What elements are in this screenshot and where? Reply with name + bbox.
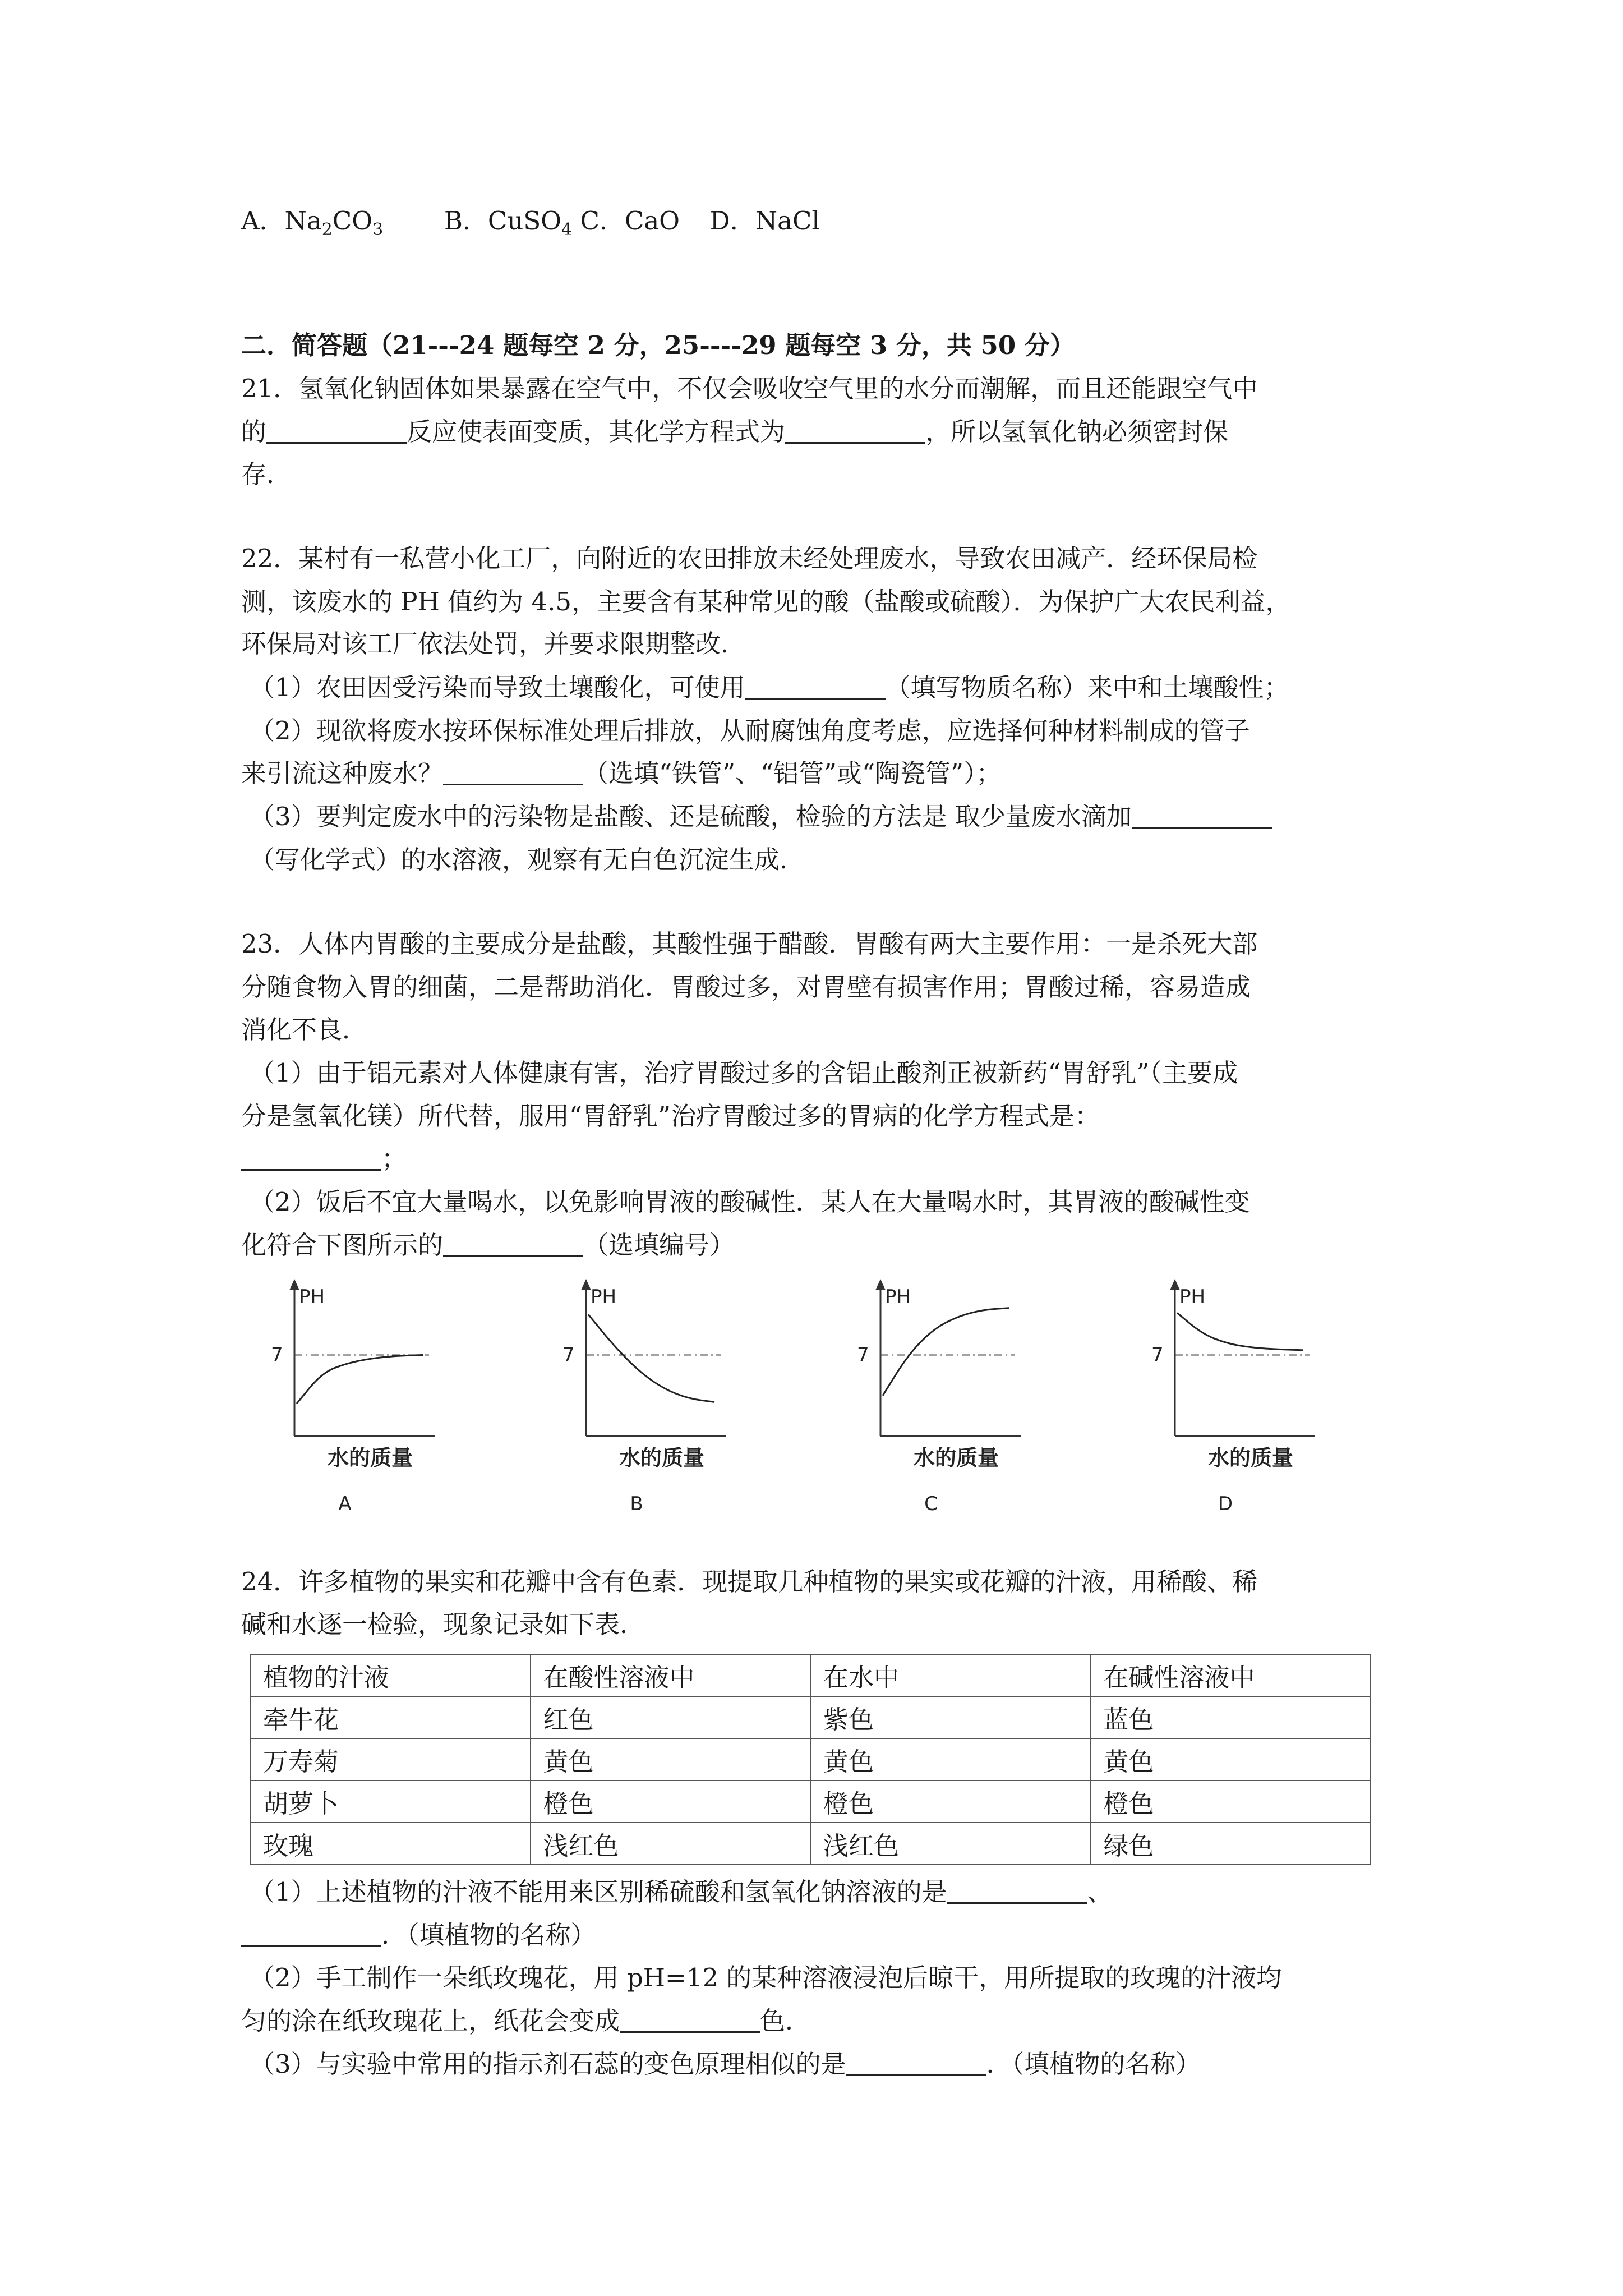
series-line: [883, 1308, 1009, 1396]
q21-line-2: 的 反应使表面变质，其化学方程式为 ，所以氢氧化钠必须密封保: [241, 417, 1229, 447]
q23-part-1-line-1: （1）由于铝元素对人体健康有害，治疗胃酸过多的含铝止酸剂正被新药“胃舒乳”（主要成: [250, 1058, 1238, 1088]
q22-part-3-line-1: （3）要判定废水中的污染物是盐酸、还是硫酸，检验的方法是 取少量废水滴加: [250, 801, 1272, 832]
table-row: [250, 1738, 1371, 1780]
q23-part-2-line-2: 化符合下图所示的 （选填编号）: [241, 1230, 735, 1260]
q23-blank-1[interactable]: [241, 1144, 381, 1171]
tick-label: 7: [1151, 1343, 1164, 1366]
q20-options: [241, 205, 820, 246]
q24-part-2-line-1: （2）手工制作一朵纸玫瑰花，用 pH=12 的某种溶液浸泡后晾干，用所提取的玫瑰的汁液均: [250, 1963, 1282, 1993]
q21-line-3: 存．: [241, 459, 292, 489]
q24-blank-1[interactable]: [947, 1878, 1087, 1904]
q22-part-1: （1）农田因受污染而导致土壤酸化，可使用 （填写物质名称）来中和土壤酸性；: [250, 673, 1289, 702]
table-cell: 浅红色: [531, 1823, 811, 1865]
q23-part-1-line-2: 分是氢氧化镁）所代替，服用“胃舒乳”治疗胃酸过多的胃病的化学方程式是：: [241, 1101, 1100, 1131]
indicator-table: [250, 1654, 1371, 1865]
table-cell: 黄色: [810, 1738, 1091, 1780]
q21-blank-2[interactable]: [785, 417, 925, 444]
y-axis-label: PH: [299, 1286, 325, 1308]
table-cell: 胡萝卜: [250, 1780, 531, 1823]
q24-blank-3[interactable]: [620, 2007, 760, 2033]
q22-line-3: 环保局对该工厂依法处罚，并要求限期整改．: [241, 629, 746, 659]
q24-line-1: 24．许多植物的果实和花瓣中含有色素．现提取几种植物的果实或花瓣的汁液，用稀酸、稀: [241, 1567, 1258, 1596]
x-axis-label: 水的质量: [913, 1446, 999, 1470]
table-cell: 浅红色: [810, 1823, 1091, 1865]
x-axis-label: 水的质量: [1207, 1446, 1294, 1470]
table-row: [250, 1780, 1371, 1823]
option-d[interactable]: D．NaCl: [709, 206, 820, 236]
chart-label: B: [630, 1493, 643, 1515]
tick-label: 7: [857, 1343, 869, 1366]
table-row: [250, 1823, 1371, 1865]
option-c[interactable]: C．CaO: [580, 206, 680, 236]
q22-blank-1[interactable]: [745, 673, 886, 700]
series-line: [297, 1355, 423, 1404]
chart-label: C: [924, 1493, 938, 1515]
q22-blank-2[interactable]: [443, 759, 583, 785]
q21-line-1: 21．氢氧化钠固体如果暴露在空气中，不仅会吸收空气里的水分而潮解，而且还能跟空气中: [241, 374, 1258, 403]
q23-part-1-line-3: ；: [241, 1143, 407, 1175]
section-heading: 二．简答题（21---24 题每空 2 分，25----29 题每空 3 分，共 50 分）: [241, 330, 1075, 360]
y-axis-arrow: [581, 1279, 591, 1290]
table-cell: 红色: [531, 1696, 811, 1738]
y-axis-arrow: [289, 1279, 299, 1290]
y-axis-arrow: [875, 1279, 886, 1290]
y-axis-label: PH: [1179, 1286, 1206, 1308]
q22-part-2-line-1: （2）现欲将废水按环保标准处理后排放，从耐腐蚀角度考虑，应选择何种材料制成的管子: [250, 716, 1250, 746]
q21-blank-1[interactable]: [266, 417, 407, 444]
option-a[interactable]: A．$Na_2CO_3$: [241, 206, 384, 240]
q24-part-1-line-1: （1）上述植物的汁液不能用来区别稀硫酸和氢氧化钠溶液的是 、: [250, 1877, 1113, 1907]
y-axis-arrow: [1170, 1279, 1180, 1290]
q22-line-2: 测，该废水的 PH 值约为 4.5，主要含有某种常见的酸（盐酸或硫酸）．为保护广大农民利益，: [241, 587, 1291, 616]
table-header-cell: 植物的汁液: [250, 1654, 531, 1696]
ph-charts: [241, 1276, 1385, 1523]
table-header-cell: 在酸性溶液中: [531, 1654, 811, 1696]
chart-label: A: [338, 1493, 352, 1515]
q24-part-1-line-2: ．（填植物的名称）: [241, 1920, 596, 1951]
table-cell: 黄色: [1091, 1738, 1371, 1780]
table-cell: 蓝色: [1091, 1696, 1371, 1738]
q24-part-2-line-2: 匀的涂在纸玫瑰花上，纸花会变成 色．: [241, 2006, 811, 2036]
y-axis-label: PH: [591, 1286, 617, 1308]
q22-blank-3[interactable]: [1132, 802, 1272, 829]
q22-part-2-line-2: 来引流这种废水？ （选填“铁管”、“铝管”或“陶瓷管”）；: [241, 758, 1002, 788]
table-cell: 绿色: [1091, 1823, 1371, 1865]
q22-part-3-line-2: （写化学式）的水溶液，观察有无白色沉淀生成．: [250, 845, 805, 875]
table-cell: 玫瑰: [250, 1823, 531, 1865]
x-axis-label: 水的质量: [327, 1446, 413, 1470]
table-cell: 紫色: [810, 1696, 1091, 1738]
q23-part-2-line-1: （2）饭后不宜大量喝水，以免影响胃液的酸碱性．某人在大量喝水时，其胃液的酸碱性变: [250, 1187, 1250, 1217]
table-cell: 牵牛花: [250, 1696, 531, 1738]
tick-label: 7: [562, 1343, 575, 1366]
option-b[interactable]: B．CuSO$_4$: [444, 206, 573, 240]
tick-label: 7: [271, 1343, 283, 1366]
q24-blank-2[interactable]: [241, 1921, 381, 1947]
table-row: [250, 1696, 1371, 1738]
y-axis-label: PH: [885, 1286, 911, 1308]
q23-blank-2[interactable]: [443, 1231, 583, 1257]
series-line: [588, 1314, 714, 1402]
x-axis-label: 水的质量: [619, 1446, 705, 1470]
table-cell: 橙色: [531, 1780, 811, 1823]
table-header-cell: 在水中: [810, 1654, 1091, 1696]
table-cell: 黄色: [531, 1738, 811, 1780]
q24-blank-4[interactable]: [846, 2050, 986, 2076]
table-cell: 橙色: [1091, 1780, 1371, 1823]
q22-line-1: 22．某村有一私营小化工厂，向附近的农田排放未经处理废水，导致农田减产．经环保局检: [241, 544, 1258, 573]
q24-line-2: 碱和水逐一检验，现象记录如下表．: [241, 1609, 645, 1639]
table-header-cell: 在碱性溶液中: [1091, 1654, 1371, 1696]
chart-label: D: [1218, 1493, 1233, 1515]
table-header: [250, 1654, 1371, 1696]
table-cell: 万寿菊: [250, 1738, 531, 1780]
q23-line-3: 消化不良．: [241, 1015, 368, 1045]
series-line: [1177, 1313, 1303, 1350]
q24-part-3: （3）与实验中常用的指示剂石蕊的变色原理相似的是 ．（填植物的名称）: [250, 2049, 1201, 2079]
q23-line-1: 23．人体内胃酸的主要成分是盐酸，其酸性强于醋酸．胃酸有两大主要作用：一是杀死大部: [241, 929, 1258, 959]
table-cell: 橙色: [810, 1780, 1091, 1823]
q23-line-2: 分随食物入胃的细菌，二是帮助消化．胃酸过多，对胃壁有损害作用；胃酸过稀，容易造成: [241, 972, 1251, 1002]
